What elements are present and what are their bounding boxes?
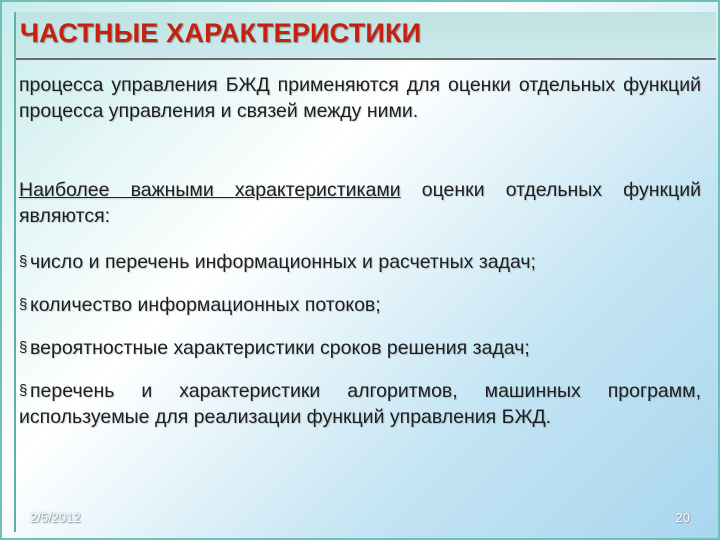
list-item-text: вероятностные характеристики сроков решения задач;: [30, 337, 530, 359]
list-item: [19, 292, 701, 318]
footer-date: 2/5/2012: [30, 510, 81, 525]
intro-paragraph: процесса управления БЖД применяются для оценки отдельных функций процесса управления и связей между ними.: [19, 74, 701, 122]
left-vertical-rule: [14, 12, 16, 532]
list-item: [19, 249, 701, 275]
title-divider: [16, 58, 716, 60]
page-number: 20: [675, 510, 690, 525]
bullet-mark: §: [19, 296, 28, 313]
bullet-mark: §: [19, 253, 28, 270]
characteristics-list: [19, 249, 701, 430]
bullet-mark: §: [19, 339, 28, 356]
lead-word-2: важными: [109, 179, 235, 201]
list-item: [19, 378, 701, 430]
slide-body: [19, 72, 701, 447]
lead-paragraph: [19, 177, 701, 229]
bullet-mark: §: [19, 382, 28, 399]
lead-word-3: характеристиками: [234, 179, 401, 201]
slide-title: ЧАСТНЫЕ ХАРАКТЕРИСТИКИ: [20, 18, 422, 48]
list-item: [19, 335, 701, 361]
list-item-text: перечень и характеристики алгоритмов, машинных программ, используемые для реализации функций управления БЖД.: [19, 380, 701, 428]
list-item-text: количество информационных потоков;: [30, 294, 381, 316]
list-item-text: число и перечень информационных и расчетных задач;: [30, 251, 536, 273]
lead-word-1: Наиболее: [19, 179, 110, 201]
lead-rest: оценки отдельных функций являются:: [19, 179, 702, 227]
